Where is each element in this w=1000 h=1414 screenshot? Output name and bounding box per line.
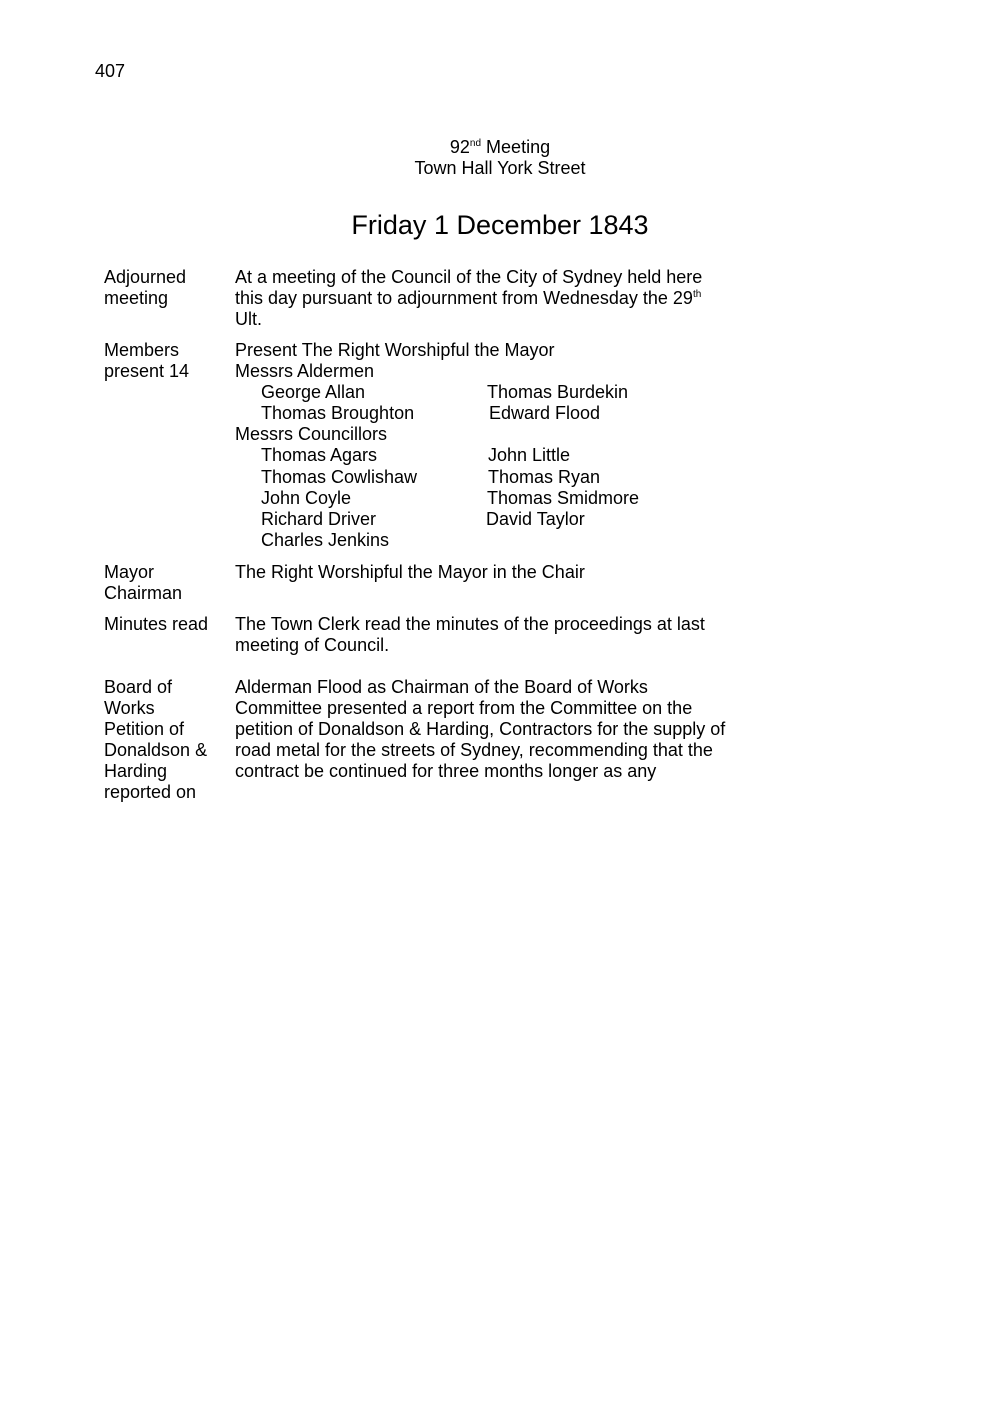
margin-note-adjourned: Adjourned meeting (104, 267, 187, 308)
present-line: Present The Right Worshipful the Mayor (235, 340, 555, 360)
margin-note-members: Members present 14 (104, 340, 190, 381)
councillors-heading: Messrs Councillors (235, 424, 388, 444)
margin-note-chair: Mayor Chairman (104, 562, 183, 603)
alderman-name: Thomas Burdekin (487, 382, 629, 402)
councillor-name: John Coyle (261, 488, 352, 508)
councillor-name: Thomas Ryan (488, 467, 601, 487)
councillor-name: David Taylor (486, 509, 585, 529)
councillor-name: Charles Jenkins (261, 530, 390, 550)
councillor-name: John Little (488, 445, 571, 465)
meeting-header (0, 137, 1000, 179)
meeting-date: Friday 1 December 1843 (351, 210, 649, 240)
alderman-name: Edward Flood (489, 403, 601, 423)
councillor-name: Thomas Cowlishaw (261, 467, 418, 487)
councillor-name: Thomas Smidmore (487, 488, 640, 508)
margin-note-minutes: Minutes read (104, 614, 209, 634)
paragraph-works: Alderman Flood as Chairman of the Board of Works Committee presented a report from the Committee on the petition of Donaldson & Harding, Contractors for the supply of road metal for the streets of Sydney, recommending that the contract be continued for three months longer as any (235, 677, 726, 781)
page-number: 407 (95, 61, 126, 81)
meeting-number: 92nd Meeting (449, 137, 551, 157)
alderman-name: Thomas Broughton (261, 403, 415, 423)
paragraph-chair: The Right Worshipful the Mayor in the Chair (235, 562, 585, 582)
alderman-name: George Allan (261, 382, 366, 402)
councillor-name: Richard Driver (261, 509, 377, 529)
paragraph-minutes: The Town Clerk read the minutes of the proceedings at last meeting of Council. (235, 614, 705, 655)
councillor-name: Thomas Agars (261, 445, 378, 465)
aldermen-heading: Messrs Aldermen (235, 361, 375, 381)
meeting-venue: Town Hall York Street (414, 158, 586, 178)
margin-note-works: Board of Works Petition of Donaldson & Harding reported on (104, 677, 208, 802)
paragraph-adjourned: At a meeting of the Council of the City of Sydney held here this day pursuant to adjournment from Wednesday the 29th Ult. (235, 267, 703, 329)
